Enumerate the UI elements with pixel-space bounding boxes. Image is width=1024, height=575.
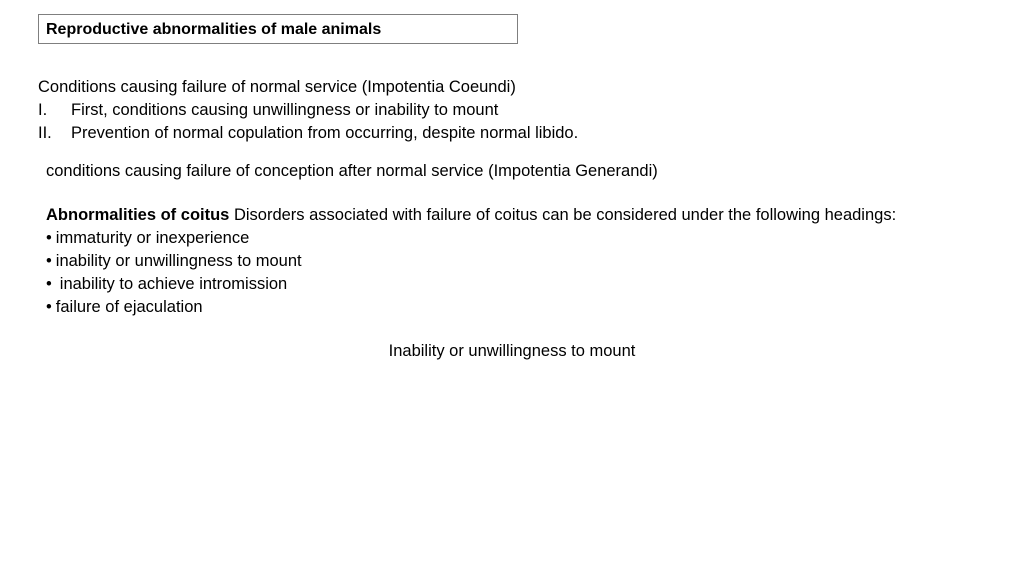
bullet-item xyxy=(46,273,1016,296)
bullet-item xyxy=(46,250,1016,273)
item-number: II. xyxy=(38,124,52,142)
bullet-icon: • xyxy=(46,229,52,247)
bullet-text: inability to achieve intromission xyxy=(59,275,288,293)
coitus-section xyxy=(46,204,1016,319)
coitus-heading xyxy=(46,204,1016,227)
bullet-icon: • xyxy=(46,298,52,316)
mount-subheading: Inability or unwillingness to mount xyxy=(388,342,636,360)
item-text: Prevention of normal copulation from occurring, despite normal libido. xyxy=(71,124,579,142)
impotentia-coeundi-heading: Conditions causing failure of normal service (Impotentia Coeundi) xyxy=(38,78,516,96)
bullet-item xyxy=(46,227,1016,250)
impotentia-coeundi-section xyxy=(38,76,998,145)
bullet-item xyxy=(46,296,1016,319)
bullet-icon: • xyxy=(46,252,52,270)
bullet-text: failure of ejaculation xyxy=(55,298,203,316)
slide-title-box xyxy=(38,14,518,44)
impotentia-generandi-text: conditions causing failure of conception after normal service (Impotentia Generandi) xyxy=(46,162,658,180)
numbered-item xyxy=(38,99,998,122)
item-number: I. xyxy=(38,101,48,119)
bullet-text: immaturity or inexperience xyxy=(55,229,250,247)
item-text: First, conditions causing unwillingness or inability to mount xyxy=(71,101,499,119)
coitus-heading-rest: Disorders associated with failure of coitus can be considered under the following headings: xyxy=(229,206,897,224)
numbered-item xyxy=(38,122,998,145)
bullet-text: inability or unwillingness to mount xyxy=(55,252,302,270)
bullet-icon: • xyxy=(46,275,52,293)
coitus-heading-bold: Abnormalities of coitus xyxy=(46,206,230,224)
slide-title: Reproductive abnormalities of male animals xyxy=(46,21,382,38)
